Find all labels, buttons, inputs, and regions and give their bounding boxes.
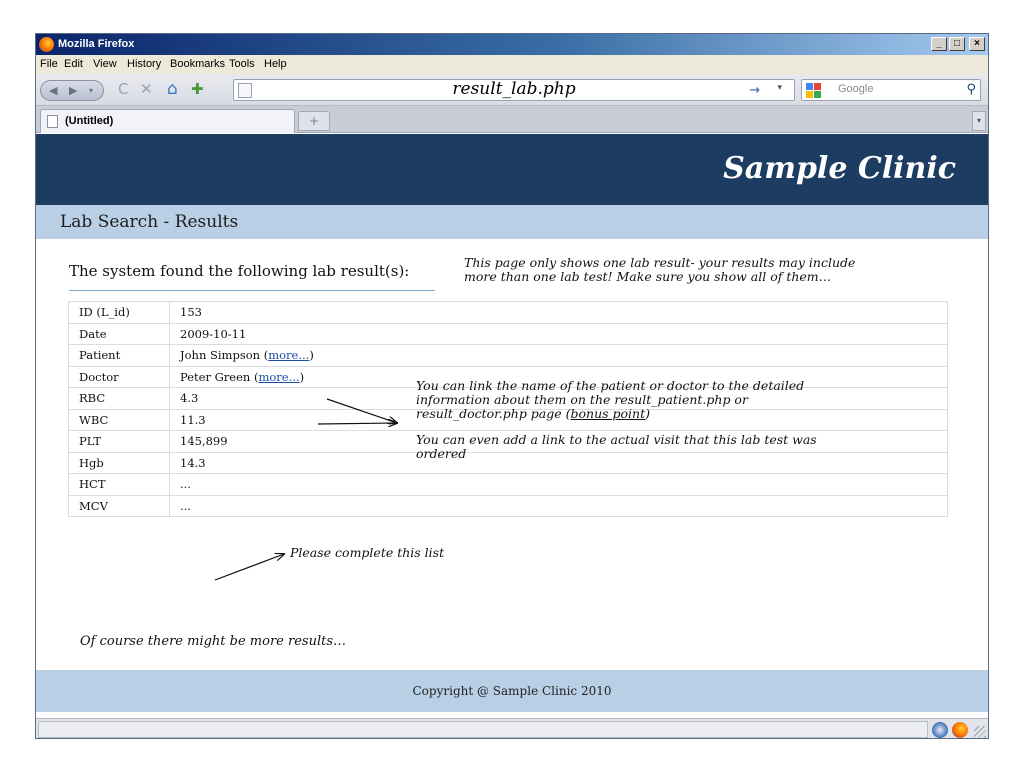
- table-row: [69, 323, 948, 345]
- table-row: [69, 474, 948, 496]
- resize-grip-icon[interactable]: [974, 726, 986, 738]
- row-value: 145,899: [170, 431, 948, 453]
- row-label: PLT: [69, 431, 170, 453]
- site-name: Sample Clinic: [723, 151, 956, 186]
- annotation-text: information about them on the result_patient.php or: [416, 392, 748, 407]
- menu-tools[interactable]: Tools: [229, 58, 255, 70]
- firefox-icon: [39, 37, 54, 52]
- go-arrow-icon[interactable]: →: [749, 83, 760, 98]
- menu-file[interactable]: File: [40, 58, 58, 70]
- bonus-point-text: bonus point: [570, 406, 646, 421]
- search-icon[interactable]: ⚲: [966, 82, 976, 97]
- site-header: [36, 134, 988, 205]
- url-dropdown-icon[interactable]: ▾: [777, 83, 782, 93]
- back-forward-group: [40, 80, 104, 101]
- annotation-text: You can even add a link to the actual visit that this lab test was: [416, 432, 817, 447]
- annotation-text: This page only shows one lab result- your results may include: [464, 255, 856, 270]
- section-heading-text: The system found the following lab result(s):: [69, 262, 410, 280]
- page-icon: [47, 115, 58, 128]
- reload-icon[interactable]: C: [118, 80, 129, 98]
- menu-bookmarks[interactable]: Bookmarks: [170, 58, 226, 70]
- table-row: [69, 302, 948, 324]
- new-tab-button[interactable]: +: [298, 111, 330, 131]
- doctor-name: Peter Green: [180, 369, 251, 384]
- safe-browsing-icon[interactable]: [932, 722, 948, 738]
- table-row: [69, 345, 948, 367]
- menu-help[interactable]: Help: [264, 58, 287, 70]
- annotation-complete-list: Please complete this list: [290, 545, 445, 560]
- row-label: HCT: [69, 474, 170, 496]
- row-value: 14.3: [170, 452, 948, 474]
- annotation-text: more than one lab test! Make sure you show all of them…: [464, 269, 832, 284]
- url-text[interactable]: result_lab.php: [452, 79, 576, 99]
- navigation-toolbar: [36, 74, 988, 106]
- annotation-visit-link: [416, 433, 817, 461]
- tab-untitled[interactable]: [40, 109, 295, 133]
- row-value: 11.3: [170, 409, 948, 431]
- annotation-text-part: ): [645, 406, 651, 421]
- complete-arrow: [215, 554, 284, 580]
- annotation-text-part: result_doctor.php page (: [416, 406, 571, 421]
- page-viewport: [36, 134, 988, 718]
- url-bar[interactable]: [233, 79, 795, 101]
- google-engine-icon[interactable]: [806, 83, 830, 98]
- row-label: Hgb: [69, 452, 170, 474]
- browser-window: [35, 33, 989, 739]
- tab-strip: [36, 106, 988, 133]
- row-value: John Simpson (more...): [170, 345, 948, 367]
- status-bar: [36, 718, 988, 739]
- menu-edit[interactable]: Edit: [64, 58, 83, 70]
- forward-icon[interactable]: ▶: [69, 84, 78, 97]
- annotation-link-details: [416, 379, 804, 421]
- tab-title: (Untitled): [65, 115, 114, 127]
- search-input[interactable]: Google: [838, 83, 874, 95]
- menu-history[interactable]: History: [127, 58, 162, 70]
- row-label: Doctor: [69, 366, 170, 388]
- row-label: ID (L_id): [69, 302, 170, 324]
- tab-list-button[interactable]: ▾: [972, 111, 986, 131]
- firefox-status-icon[interactable]: [952, 722, 968, 738]
- row-value: 153: [170, 302, 948, 324]
- status-text-area: [38, 721, 928, 738]
- close-button[interactable]: ×: [969, 37, 985, 51]
- stop-icon[interactable]: ✕: [140, 80, 153, 98]
- maximize-button[interactable]: □: [949, 37, 965, 51]
- bookmark-add-icon[interactable]: ✚: [191, 80, 204, 98]
- section-heading: [69, 258, 435, 291]
- row-label: Date: [69, 323, 170, 345]
- back-icon[interactable]: ◀: [49, 84, 58, 97]
- doctor-more-link[interactable]: more...: [258, 369, 300, 384]
- annotation-more-results: Of course there might be more results…: [80, 634, 347, 649]
- row-value: 2009-10-11: [170, 323, 948, 345]
- table-row: [69, 495, 948, 517]
- row-label: MCV: [69, 495, 170, 517]
- title-bar: [36, 34, 988, 55]
- annotation-text: You can link the name of the patient or doctor to the detailed: [416, 378, 805, 393]
- home-icon[interactable]: ⌂: [167, 79, 178, 99]
- page-title: Lab Search - Results: [60, 212, 239, 232]
- row-label: Patient: [69, 345, 170, 367]
- minimize-button[interactable]: _: [931, 37, 947, 51]
- menu-bar: [36, 55, 988, 74]
- annotation-text: ordered: [416, 446, 467, 461]
- copyright-text: Copyright @ Sample Clinic 2010: [412, 684, 612, 698]
- window-title: Mozilla Firefox: [58, 38, 135, 50]
- page-title-band: [36, 205, 988, 239]
- row-value: ...: [170, 474, 948, 496]
- site-footer: [36, 670, 988, 712]
- history-dropdown-icon[interactable]: ▾: [89, 86, 94, 95]
- patient-name: John Simpson: [180, 348, 261, 363]
- menu-view[interactable]: View: [93, 58, 117, 70]
- row-value: Peter Green (more...): [170, 366, 948, 388]
- annotation-multiple-results: [464, 256, 855, 284]
- row-label: RBC: [69, 388, 170, 410]
- row-label: WBC: [69, 409, 170, 431]
- row-value: ...: [170, 495, 948, 517]
- annotation-text: [416, 407, 804, 421]
- patient-more-link[interactable]: more...: [268, 348, 310, 363]
- row-value: 4.3: [170, 388, 948, 410]
- search-bar[interactable]: [801, 79, 981, 101]
